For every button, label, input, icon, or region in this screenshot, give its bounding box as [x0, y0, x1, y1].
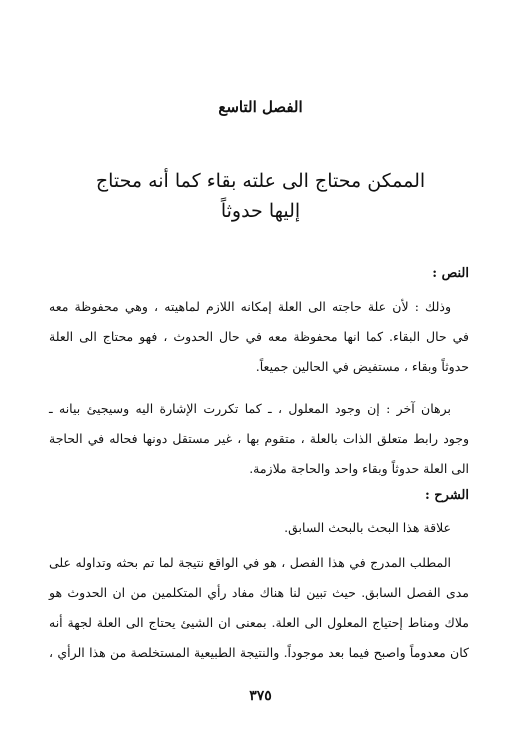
text-line: ملاك ومناط إحتياج المعلول الى العلة. بمعنى ان الشيئ يحتاج الى العلة لجهة أنه [49, 615, 469, 630]
text-line: حدوثاً وبقاء ، مستفيض في الحالين جميعاً. [255, 359, 469, 374]
page-number: ٣٧٥ [249, 688, 272, 704]
text-line: الى العلة حدوثاً وبقاء واحد والحاجة ملازمة. [249, 461, 469, 476]
paragraph-text [49, 292, 469, 382]
main-heading [40, 166, 481, 226]
text-line: برهان آخر : إن وجود المعلول ، ـ كما تكررت الإشارة اليه وسيجيئ بيانه ـ [49, 401, 451, 416]
main-heading-line: إليها حدوثاً [220, 200, 301, 222]
text-line: المطلب المدرج في هذا الفصل ، هو في الواقع نتيجة لما تم بحثه وتداوله على [49, 555, 451, 570]
explanation-section-label: الشرح : [424, 488, 469, 503]
chapter-title: الفصل التاسع [218, 98, 303, 116]
text-section-label: النص : [432, 266, 469, 281]
text-line: وذلك : لأن علة حاجته الى العلة إمكانه اللازم لماهيته ، وهي محفوظة معه [49, 299, 451, 314]
subheading: علاقة هذا البحث بالبحث السابق. [284, 520, 451, 535]
main-heading-line: الممكن محتاج الى علته بقاء كما أنه محتاج [95, 170, 426, 192]
paragraph-explanation [49, 548, 469, 668]
paragraph-proof [49, 394, 469, 484]
text-line: في حال البقاء. كما انها محفوظة معه في حال الحدوث ، فهو محتاج الى العلة [49, 329, 469, 344]
text-line: مدى الفصل السابق. حيث تبين لنا هناك مفاد رأي المتكلمين من ان الحدوث هو [49, 585, 469, 600]
text-line: كان معدوماً واصبح فيما بعد موجوداً. والنتيجة الطبيعية المستخلصة من هذا الرأي ، [49, 645, 469, 660]
text-line: وجود رابط متعلق الذات بالعلة ، متقوم بها ، غير مستقل دونها فحاله في الحاجة [49, 431, 469, 446]
